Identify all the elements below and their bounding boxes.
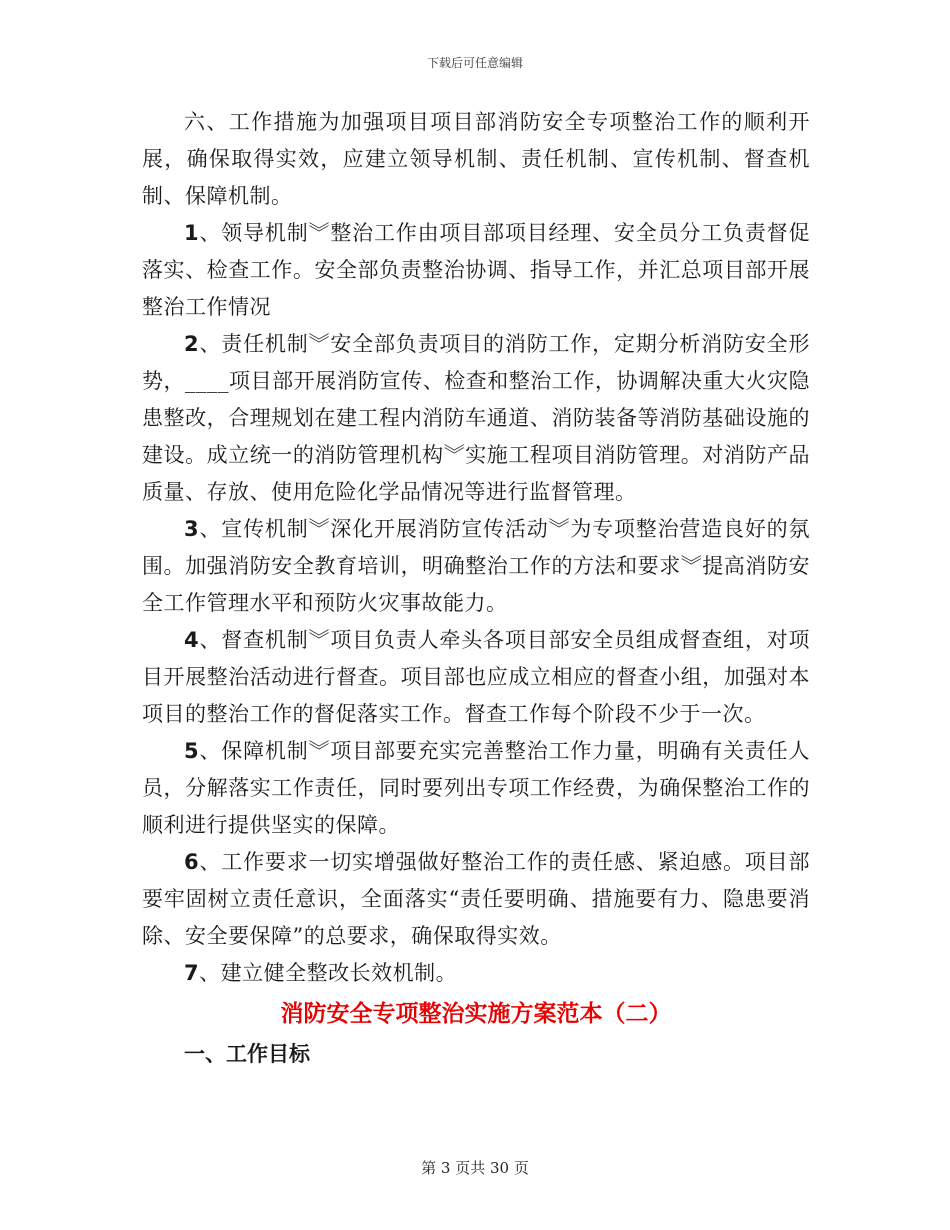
paragraph-number: 1: [184, 221, 200, 245]
paragraph-guarantee-mechanism: [142, 733, 810, 844]
paragraph-text: 、建立健全整改长效机制。: [199, 961, 458, 985]
paragraph-text: 、责任机制︾安全部负责项目的消防工作，定期分析消防安全形势，____项目部开展消防宣传、检查和整治工作，协调解决重大火灾隐患整改，合理规划在建工程内消防车通道、消防装备等消防基础设施的建设。成立统一的消防管理机构︾实施工程项目消防管理。对消防产品质量、存放、使用危险化学品情况等进行监督管理。: [142, 332, 810, 504]
paragraph-number: 7: [184, 961, 200, 985]
paragraph-long-term-mechanism: [142, 955, 810, 992]
paragraph-text: 、宣传机制︾深化开展消防宣传活动︾为专项整治营造良好的氛围。加强消防安全教育培训，明确整治工作的方法和要求︾提高消防安全工作管理水平和预防火灾事故能力。: [142, 517, 810, 615]
paragraph-number: 4: [184, 628, 200, 652]
paragraph-number: 2: [184, 332, 200, 356]
paragraph-text: 、保障机制︾项目部要充实完善整治工作力量，明确有关责任人员，分解落实工作责任，同时要列出专项工作经费，为确保整治工作的顺利进行提供坚实的保障。: [142, 739, 810, 837]
subheading-work-goals: 一、工作目标: [184, 1041, 310, 1066]
paragraph-publicity-mechanism: [142, 511, 810, 622]
paragraph-number: 3: [184, 517, 200, 541]
paragraph-number: 5: [184, 739, 200, 763]
page-footer: 第 3 页共 30 页: [421, 1159, 529, 1177]
paragraph-work-measures: [142, 104, 810, 215]
section-title: 消防安全专项整治实施方案范本（二）: [280, 1000, 672, 1027]
paragraph-text: 六、工作措施为加强项目项目部消防安全专项整治工作的顺利开展，确保取得实效，应建立领导机制、责任机制、宣传机制、督查机制、保障机制。: [142, 110, 810, 208]
paragraph-text: 、督查机制︾项目负责人牵头各项目部安全员组成督查组，对项目开展整治活动进行督查。项目部也应成立相应的督查小组，加强对本项目的整治工作的督促落实工作。督查工作每个阶段不少于一次。: [142, 628, 810, 726]
paragraph-text: 、工作要求一切实增强做好整治工作的责任感、紧迫感。项目部要牢固树立责任意识，全面落实“责任要明确、措施要有力、隐患要消除、安全要保障”的总要求，确保取得实效。: [142, 850, 810, 948]
document-body: [142, 104, 810, 1074]
paragraph-number: 6: [184, 850, 200, 874]
paragraph-leadership-mechanism: [142, 215, 810, 326]
paragraph-text: 、领导机制︾整治工作由项目部项目经理、安全员分工负责督促落实、检查工作。安全部负责整治协调、指导工作，并汇总项目部开展整治工作情况: [142, 221, 810, 319]
paragraph-responsibility-mechanism: [142, 326, 810, 511]
paragraph-work-requirements: [142, 844, 810, 955]
paragraph-supervision-mechanism: [142, 622, 810, 733]
page-header: 下载后可任意编辑: [426, 56, 523, 70]
